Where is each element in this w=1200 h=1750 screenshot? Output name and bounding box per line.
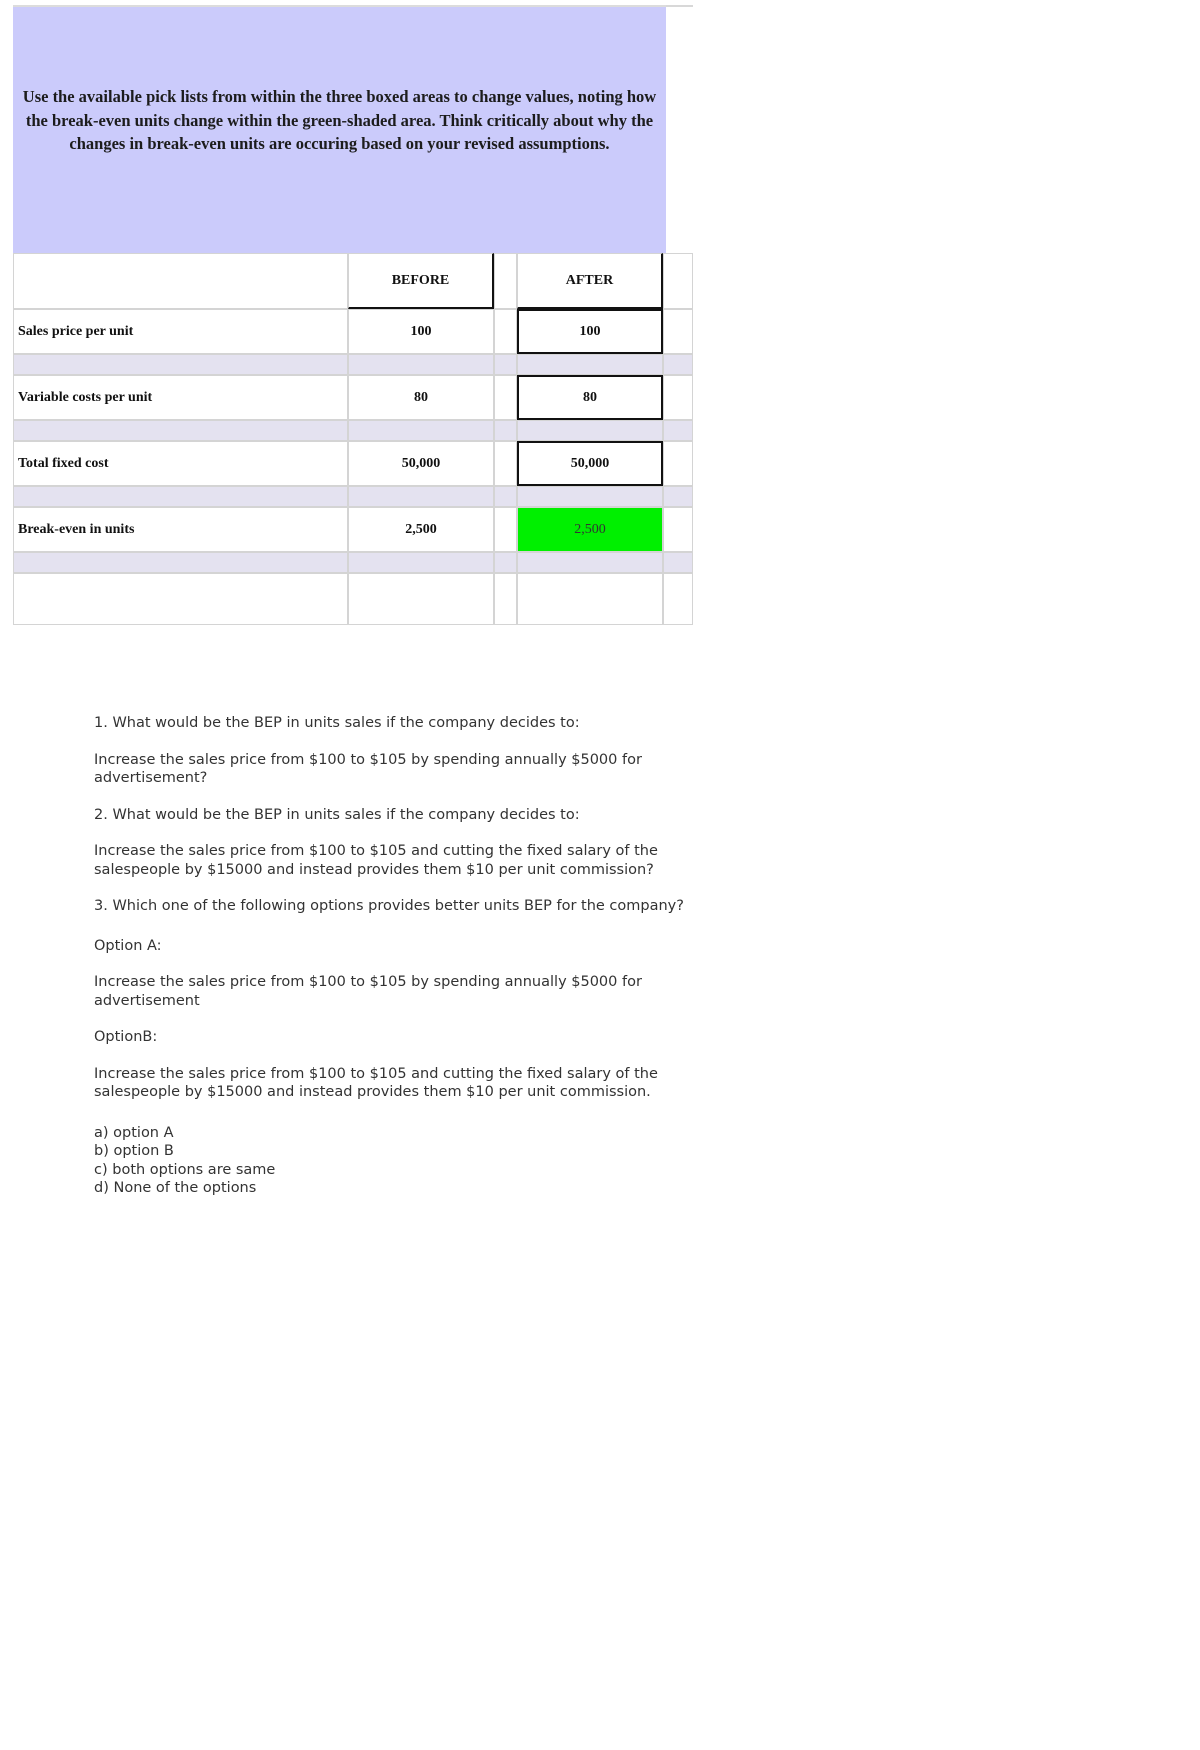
spacer-row — [13, 552, 693, 573]
spacer-cell — [517, 420, 663, 441]
spacer-cell — [13, 552, 348, 573]
question-2-detail: Increase the sales price from $100 to $105 and cutting the fixed salary of the salespeople by $15000 and instead provides them $10 per unit commission? — [94, 843, 658, 878]
instructions-box — [13, 5, 666, 253]
after-break-even-result: 2,500 — [517, 507, 663, 552]
spacer-cell — [494, 354, 517, 375]
table-row — [13, 441, 693, 486]
question-1-detail: Increase the sales price from $100 to $105 by spending annually $5000 for advertisement? — [94, 751, 642, 786]
empty-row — [13, 573, 693, 625]
table-header-row — [13, 253, 693, 309]
choice-b[interactable]: b) option B — [94, 1143, 174, 1159]
row-label: Sales price per unit — [13, 309, 348, 354]
spacer-cell — [494, 486, 517, 507]
option-b-detail: Increase the sales price from $100 to $105 and cutting the fixed salary of the salespeople by $15000 and instead provides them $10 per unit commission. — [94, 1065, 658, 1100]
spacer-cell — [348, 420, 494, 441]
spacer-cell — [517, 552, 663, 573]
spacer-cell — [663, 420, 693, 441]
instructions-text: Use the available pick lists from within the three boxed areas to change values, noting how the break-even units change within the green-shaded area. Think critically about why the changes in break-even units are occuring based on your revised assumptions. — [22, 87, 657, 153]
gap-cell — [494, 375, 517, 420]
choice-d[interactable]: d) None of the options — [94, 1180, 257, 1196]
header-empty-cell — [13, 253, 348, 309]
before-value: 2,500 — [348, 507, 494, 552]
empty-cell — [494, 573, 517, 625]
before-value: 50,000 — [348, 441, 494, 486]
tail-cell — [663, 441, 693, 486]
questions-section — [94, 714, 694, 1198]
header-after: AFTER — [517, 253, 663, 309]
header-before: BEFORE — [348, 253, 494, 309]
row-label: Total fixed cost — [13, 441, 348, 486]
spacer-cell — [13, 420, 348, 441]
row-label: Break-even in units — [13, 507, 348, 552]
tail-cell — [663, 309, 693, 354]
question-2: 2. What would be the BEP in units sales if the company decides to: — [94, 806, 580, 823]
table-row — [13, 375, 693, 420]
gap-cell — [494, 441, 517, 486]
spacer-row — [13, 486, 693, 507]
table-row — [13, 507, 693, 552]
question-3: 3. Which one of the following options provides better units BEP for the company? — [94, 898, 684, 914]
empty-cell — [348, 573, 494, 625]
spacer-cell — [348, 552, 494, 573]
spacer-cell — [348, 486, 494, 507]
before-value: 100 — [348, 309, 494, 354]
after-fixed-cost-picklist[interactable]: 50,000 — [517, 441, 663, 486]
spacer-cell — [517, 354, 663, 375]
tail-cell — [663, 375, 693, 420]
choice-c[interactable]: c) both options are same — [94, 1161, 276, 1178]
spacer-cell — [494, 420, 517, 441]
table-row — [13, 309, 693, 354]
spacer-cell — [663, 552, 693, 573]
option-a-detail: Increase the sales price from $100 to $105 by spending annually $5000 for advertisement — [94, 974, 642, 1009]
option-b-label: OptionB: — [94, 1029, 158, 1045]
question-1: 1. What would be the BEP in units sales if the company decides to: — [94, 715, 580, 731]
tail-cell — [663, 507, 693, 552]
spacer-cell — [348, 354, 494, 375]
empty-cell — [517, 573, 663, 625]
spacer-cell — [13, 354, 348, 375]
after-sales-price-picklist[interactable]: 100 — [517, 309, 663, 354]
before-value: 80 — [348, 375, 494, 420]
gap-cell — [494, 309, 517, 354]
empty-cell — [13, 573, 348, 625]
choice-a[interactable]: a) option A — [94, 1124, 174, 1141]
spacer-cell — [494, 552, 517, 573]
spacer-cell — [13, 486, 348, 507]
answer-choices — [94, 1124, 694, 1198]
after-variable-cost-picklist[interactable]: 80 — [517, 375, 663, 420]
row-label: Variable costs per unit — [13, 375, 348, 420]
spacer-cell — [663, 354, 693, 375]
grid-line — [666, 5, 693, 7]
gap-cell — [494, 253, 517, 309]
tail-cell — [663, 253, 693, 309]
spacer-row — [13, 354, 693, 375]
spacer-cell — [663, 486, 693, 507]
empty-cell — [663, 573, 693, 625]
gap-cell — [494, 507, 517, 552]
spacer-row — [13, 420, 693, 441]
spacer-cell — [517, 486, 663, 507]
option-a-label: Option A: — [94, 937, 162, 954]
